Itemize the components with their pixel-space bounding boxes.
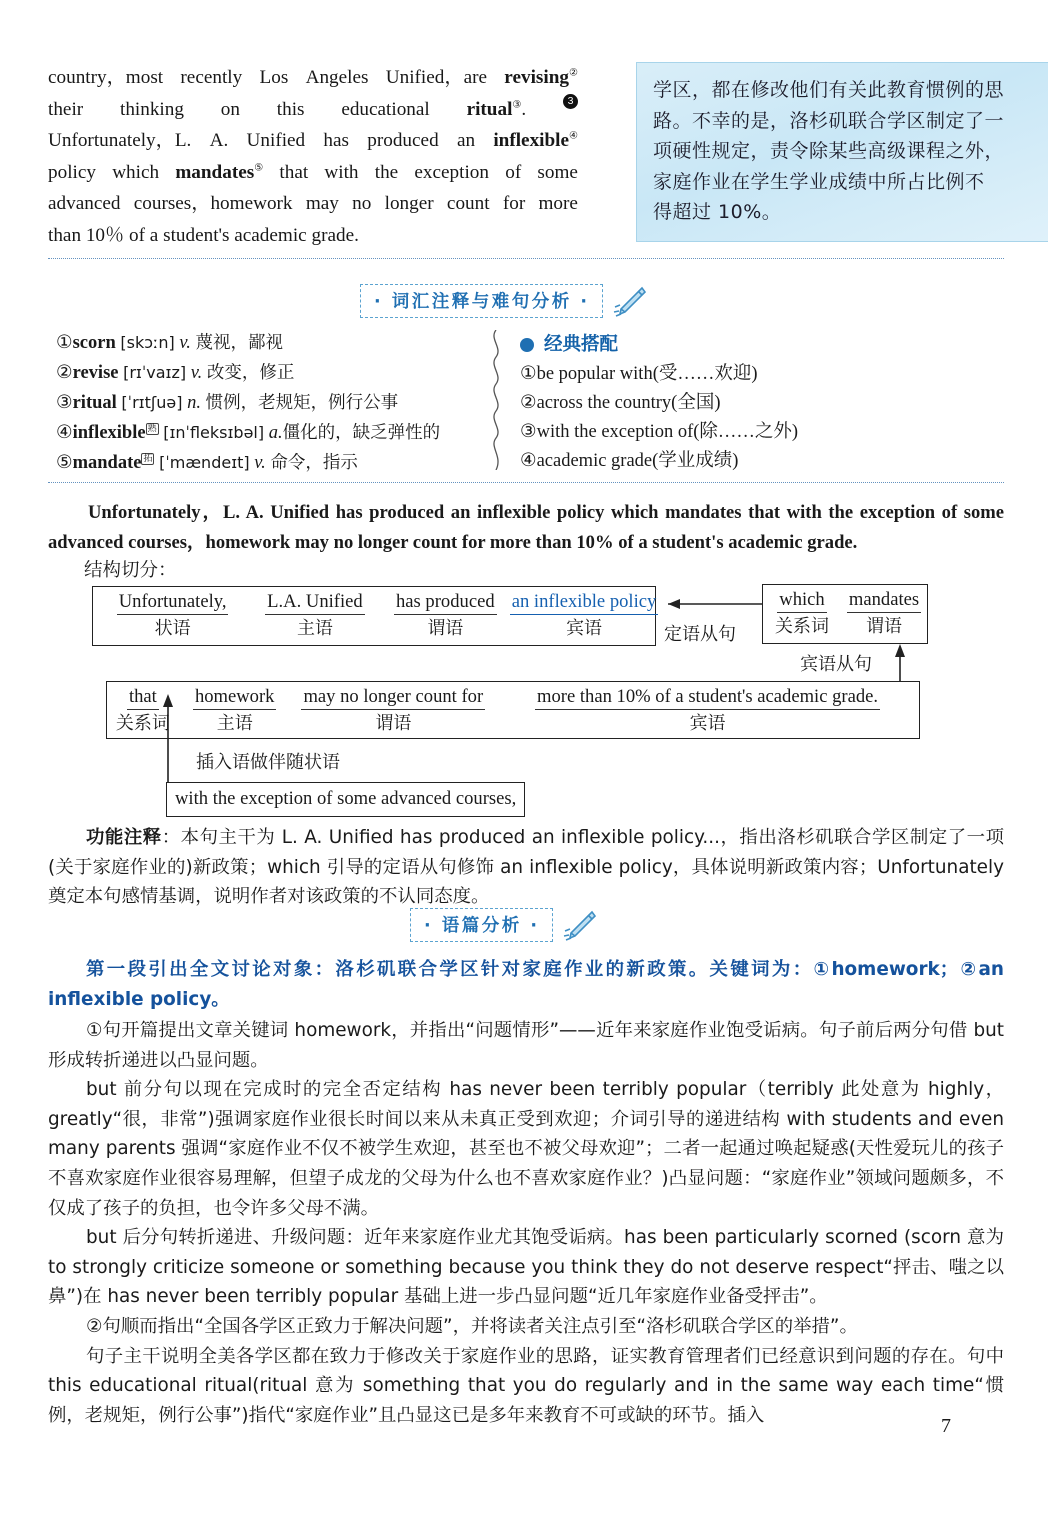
structure-cell-cn: 宾语 [566, 618, 602, 639]
structure-cell-en: may no longer count for [301, 684, 485, 710]
structure-cell [496, 682, 919, 738]
divider-top [48, 258, 1004, 259]
vocab-number: ② [56, 363, 73, 383]
divider-middle [48, 482, 1004, 483]
structure-cell-cn: 谓语 [427, 618, 464, 639]
structure-cell-cn: 关系词 [775, 616, 829, 637]
structure-label: 结构切分： [84, 560, 177, 581]
vocab-tag: 熟 [147, 423, 157, 434]
vocab-pos: a. [268, 423, 283, 443]
translation-line: 项硬性规定，责令除某些高级课程之外， [653, 140, 1005, 162]
vocab-word: ritual [72, 393, 117, 413]
vocab-ipa: [ɪnˈfleksɪbəl] [163, 423, 265, 442]
function-note-label: 功能注释 [86, 827, 162, 848]
vocab-pos: v. [179, 333, 191, 353]
vocab-number: ④ [56, 423, 73, 443]
structure-cell [841, 585, 927, 643]
vocab-ipa: [ˈmændeɪt] [159, 453, 250, 472]
structure-cell [763, 585, 841, 643]
vocab-meaning: 僵化的，缺乏弹性的 [282, 423, 441, 443]
function-note [48, 823, 1004, 912]
vocab-meaning: 蔑视，鄙视 [195, 333, 284, 353]
passage-line-4: policy which mandates⑤ that with the exception of some [48, 161, 578, 183]
translation-box [636, 62, 1048, 242]
structure-cell [378, 587, 513, 645]
collocation-item: ③with the exception of(除……之外) [520, 422, 799, 442]
vocab-meaning: 改变，修正 [206, 363, 295, 383]
vocab-number: ⑤ [56, 453, 73, 473]
collocation-title-row [520, 330, 940, 359]
vocab-meaning: 惯例，老规矩，例行公事 [205, 393, 399, 413]
collocation-item: ②across the country(全国) [520, 393, 721, 413]
vocab-ipa: [rɪˈvaɪz] [123, 363, 187, 382]
collocation-title: 经典搭配 [544, 334, 619, 355]
discourse-banner-label: · 语篇分析 · [410, 908, 553, 942]
structure-cell-en: has produced [394, 589, 497, 615]
paragraph-number-marker: 3 [563, 94, 578, 109]
vocab-pos: v. [254, 453, 266, 473]
structure-cell-en: that [127, 684, 159, 710]
collocation-list [520, 330, 940, 476]
key-sentence: Unfortunately，L. A. Unified has produced an inflexible policy which mandates that with the exception of some advanced courses，homework may no longer count for more than 10% of a student's academic grade. [48, 502, 1004, 553]
passage-line-1: country，most recently Los Angeles Unified，are revising② [48, 67, 578, 88]
structure-cell [93, 587, 252, 645]
vocab-word: inflexible [72, 423, 146, 443]
vocab-entry [56, 448, 476, 478]
structure-cell-en: L.A. Unified [265, 589, 365, 615]
vocab-meaning: 命令，指示 [270, 453, 358, 473]
function-note-text: ：本句主干为 L. A. Unified has produced an inflexible policy...，指出洛杉矶联合学区制定了一项(关于家庭作业的)新政策；which 引导的定语从句修饰 an inflexible policy，具体说明新政策内容；Unfortunately 奠定本句感情基调，说明作者对该政策的不认同态度。 [48, 827, 1004, 907]
vocab-entry [56, 418, 476, 448]
translation-line: 路。不幸的是，洛杉矶联合学区制定了一 [653, 109, 1005, 132]
vocab-entry [56, 388, 476, 418]
vocab-word: mandate [72, 453, 142, 473]
vocab-banner-label: · 词汇注释与难句分析 · [360, 284, 603, 318]
body-paragraph: 句子主干说明全美各学区都在致力于修改关于家庭作业的思路，证实教育管理者们已经意识到问题的存在。句中 this educational ritual(ritual 意为 something that you do regularly and in the same way each time“惯例，老规矩，例行公事”)指代“家庭作业”且凸显这已是多年来教育不可或缺的环节。插入 [48, 1345, 1004, 1426]
relative-clause-box [762, 584, 928, 644]
bullet-dot-icon [520, 338, 534, 352]
structure-cell-cn: 关系词 [115, 713, 170, 734]
vocab-tag: 拓 [143, 453, 153, 464]
vocab-ipa: [skɔːn] [120, 333, 175, 352]
structure-cell [291, 682, 497, 738]
passage-line-2: their thinking on this educational ritual③. 3 [48, 94, 578, 126]
structure-cell-cn: 谓语 [866, 616, 902, 637]
vocab-section-banner [360, 284, 648, 318]
pen-icon [562, 909, 598, 941]
discourse-section-banner [410, 908, 598, 942]
collocation-item: ④academic grade(学业成绩) [520, 451, 739, 471]
vocab-number: ① [56, 333, 73, 353]
discourse-lead-paragraph: 第一段引出全文讨论对象：洛杉矶联合学区针对家庭作业的新政策。关键词为：①homework；②an inflexible policy。 [48, 959, 1004, 1010]
vocab-pos: n. [187, 393, 201, 413]
body-paragraph: but 后分句转折递进、升级问题：近年来家庭作业尤其饱受诟病。has been particularly scorned (scorn 意为 to strongly criticize someone or something because you think they do not deserve respect“抨击、嗤之以鼻”)在 has never been terribly popular 基础上进一步凸显问题“近几年家庭作业备受抨击”。 [48, 1227, 1004, 1308]
page-number: 7 [941, 1415, 951, 1437]
structure-cell [513, 587, 655, 645]
structure-cell [107, 682, 179, 738]
structure-cell-en: mandates [847, 587, 921, 613]
passage-line-5: advanced courses，homework may no longer count for more [48, 193, 578, 214]
object-clause-label: 宾语从句 [800, 654, 872, 675]
structure-cell-cn: 主语 [296, 618, 333, 639]
vocab-number: ③ [56, 393, 73, 413]
structure-cell-cn: 宾语 [689, 713, 726, 734]
pen-icon [612, 285, 648, 317]
insertion-label: 插入语做伴随状语 [196, 752, 340, 773]
body-paragraph: ①句开篇提出文章关键词 homework，并指出“问题情形”——近年来家庭作业饱受诟病。句子前后两分句借 but 形成转折递进以凸显问题。 [48, 1020, 1004, 1071]
structure-cell-en: an inflexible policy [510, 589, 659, 615]
wavy-divider-icon [487, 330, 505, 470]
structure-cell-en: which [777, 587, 826, 613]
english-passage [48, 62, 578, 251]
translation-line: 家庭作业在学生学业成绩中所占比例不 [653, 170, 985, 193]
vocab-entry [56, 358, 476, 388]
body-paragraph: but 前分句以现在完成时的完全否定结构 has never been terribly popular（terribly 此处意为 highly，greatly“很，非常”)强调家庭作业很长时间以来从未真正受到欢迎；介词引导的递进结构 with students and even many parents 强调“家庭作业不仅不被学生欢迎，甚至也不被父母欢迎”；二者一起通过唤起疑惑(天性爱玩儿的孩子不喜欢家庭作业很容易理解，但望子成龙的父母为什么也不喜欢家庭作业？)凸显问题：“家庭作业”领域问题颇多，不仅成了孩子的负担，也令许多父母不满。 [48, 1079, 1004, 1219]
structure-cell-en: Unfortunately, [117, 589, 229, 615]
structure-cell [179, 682, 291, 738]
vocab-word: revise [72, 363, 119, 383]
insertion-phrase-box: with the exception of some advanced courses, [166, 782, 525, 817]
vocab-word: scorn [72, 333, 116, 353]
vocab-entry [56, 328, 476, 358]
vocab-pos: v. [190, 363, 203, 383]
passage-line-6: than 10％ of a student's academic grade. [48, 224, 359, 246]
vocabulary-list [56, 328, 476, 478]
structure-cell-cn: 主语 [216, 713, 253, 734]
structure-row2-box [106, 681, 920, 739]
translation-line: 得超过 10%。 [653, 201, 782, 223]
structure-cell-en: homework [193, 684, 277, 710]
relative-clause-label: 定语从句 [664, 624, 736, 645]
structure-cell-cn: 谓语 [375, 713, 412, 734]
passage-line-3: Unfortunately，L. A. Unified has produced an inflexible④ [48, 130, 578, 151]
body-paragraph: ②句顺而指出“全国各学区正致力于解决问题”，并将读者关注点引至“洛杉矶联合学区的举措”。 [86, 1315, 858, 1337]
structure-row1-box [92, 586, 656, 646]
discourse-body [48, 1016, 1004, 1430]
structure-cell [252, 587, 377, 645]
structure-cell-cn: 状语 [154, 618, 191, 639]
collocation-item: ①be popular with(受……欢迎) [520, 364, 758, 384]
vocab-ipa: [ˈrɪtʃuə] [121, 393, 183, 412]
translation-line: 学区，都在修改他们有关此教育惯例的思 [653, 79, 1005, 101]
passage-area [48, 62, 1004, 251]
structure-cell-en: more than 10% of a student's academic grade. [535, 684, 880, 710]
